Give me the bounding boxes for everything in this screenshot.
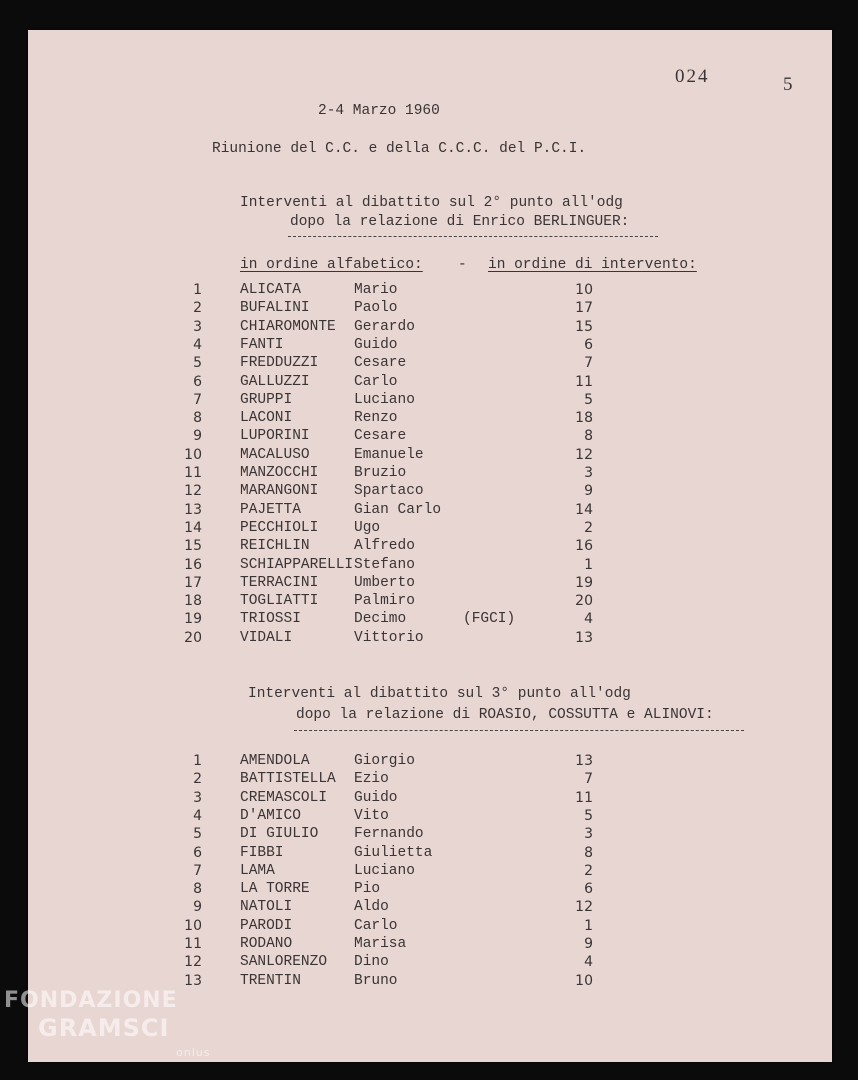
item-surname: GRUPPI xyxy=(240,391,293,408)
item-surname: PECCHIOLI xyxy=(240,519,319,536)
item-number: 5 xyxy=(193,826,202,843)
item-first-name: Giulietta xyxy=(354,844,433,861)
item-number: 13 xyxy=(184,501,202,518)
list-item xyxy=(28,611,832,629)
item-surname: TRIOSSI xyxy=(240,611,301,628)
item-surname: ALICATA xyxy=(240,282,301,298)
item-speaking-order: 13 xyxy=(575,629,593,646)
item-surname: LUPORINI xyxy=(240,428,310,445)
item-speaking-order: 8 xyxy=(584,844,593,861)
item-first-name: Cesare xyxy=(354,428,407,445)
item-first-name: Aldo xyxy=(354,899,389,916)
item-number: 16 xyxy=(184,556,202,573)
item-number: 9 xyxy=(193,428,202,445)
item-first-name: Fernando xyxy=(354,826,424,843)
watermark-line1: FONDAZIONE xyxy=(4,988,178,1013)
item-speaking-order: 18 xyxy=(575,410,593,427)
item-number: 7 xyxy=(193,391,202,408)
item-number: 2 xyxy=(193,300,202,317)
item-surname: BATTISTELLA xyxy=(240,771,336,788)
item-speaking-order: 15 xyxy=(575,318,593,335)
item-first-name: Giorgio xyxy=(354,753,415,769)
item-speaking-order: 5 xyxy=(584,391,593,408)
item-speaking-order: 9 xyxy=(584,936,593,952)
list-item xyxy=(28,502,832,520)
item-surname: TOGLIATTI xyxy=(240,593,319,610)
item-first-name: Renzo xyxy=(354,410,398,427)
item-first-name: Ezio xyxy=(354,771,389,788)
list-item xyxy=(28,557,832,575)
item-first-name: Cesare xyxy=(354,355,407,372)
section2-title-line1: Interventi al dibattito sul 3° punto all'odg xyxy=(248,686,631,702)
item-number: 19 xyxy=(184,611,202,628)
item-surname: LAMA xyxy=(240,862,275,879)
section2-title-line2: dopo la relazione di ROASIO, COSSUTTA e ALINOVI: xyxy=(296,707,714,723)
item-number: 1 xyxy=(193,753,202,769)
item-number: 15 xyxy=(184,538,202,555)
item-number: 9 xyxy=(193,899,202,916)
item-surname: SANLORENZO xyxy=(240,954,328,971)
list-item xyxy=(28,410,832,428)
list-item xyxy=(28,282,832,300)
item-surname: GALLUZZI xyxy=(240,373,310,390)
item-number: 17 xyxy=(184,574,202,591)
item-surname: SCHIAPPARELLI xyxy=(240,556,354,573)
item-surname: TERRACINI xyxy=(240,574,319,591)
list-item xyxy=(28,428,832,446)
item-speaking-order: 12 xyxy=(575,899,593,916)
item-first-name: Alfredo xyxy=(354,538,415,555)
item-surname: MANZOCCHI xyxy=(240,465,319,481)
item-number: 10 xyxy=(184,917,202,934)
item-first-name: Paolo xyxy=(354,300,398,317)
list-item xyxy=(28,374,832,392)
item-speaking-order: 20 xyxy=(575,593,593,610)
item-surname: FIBBI xyxy=(240,844,284,861)
list-item xyxy=(28,465,832,483)
item-surname: CHIAROMONTE xyxy=(240,318,336,335)
list-item xyxy=(28,630,832,648)
list-item xyxy=(28,863,832,881)
item-first-name: Luciano xyxy=(354,391,415,408)
item-speaking-order: 8 xyxy=(584,428,593,445)
list-item xyxy=(28,337,832,355)
item-first-name: Luciano xyxy=(354,862,415,879)
meeting-title: Riunione del C.C. e della C.C.C. del P.C.I. xyxy=(212,141,587,157)
item-first-name: Guido xyxy=(354,336,398,353)
item-surname: TRENTIN xyxy=(240,972,301,989)
section1-title-line2: dopo la relazione di Enrico BERLINGUER: xyxy=(290,214,630,230)
item-number: 8 xyxy=(193,881,202,898)
list-item xyxy=(28,392,832,410)
item-speaking-order: 4 xyxy=(584,611,593,628)
item-number: 6 xyxy=(193,844,202,861)
item-speaking-order: 6 xyxy=(584,881,593,898)
column-header-order: in ordine di intervento: xyxy=(488,257,697,273)
list-item xyxy=(28,899,832,917)
item-surname: MACALUSO xyxy=(240,446,310,463)
list-item xyxy=(28,483,832,501)
item-speaking-order: 19 xyxy=(575,574,593,591)
item-first-name: Gerardo xyxy=(354,318,415,335)
item-number: 12 xyxy=(184,954,202,971)
list-item xyxy=(28,808,832,826)
item-first-name: Pio xyxy=(354,881,381,898)
document-date: 2-4 Marzo 1960 xyxy=(318,103,440,119)
item-number: 18 xyxy=(184,593,202,610)
watermark-line3: onlus xyxy=(176,1046,211,1059)
list-item xyxy=(28,447,832,465)
item-first-name: Stefano xyxy=(354,556,415,573)
item-first-name: Carlo xyxy=(354,917,398,934)
item-speaking-order: 6 xyxy=(584,336,593,353)
item-number: 4 xyxy=(193,336,202,353)
list-item xyxy=(28,593,832,611)
list-item xyxy=(28,881,832,899)
section2-title-rule xyxy=(294,730,744,731)
item-speaking-order: 2 xyxy=(584,862,593,879)
item-speaking-order: 3 xyxy=(584,465,593,481)
list-item xyxy=(28,575,832,593)
item-number: 6 xyxy=(193,373,202,390)
item-number: 11 xyxy=(184,465,202,481)
document-page xyxy=(28,30,832,1062)
item-first-name: Decimo xyxy=(354,611,407,628)
item-speaking-order: 1 xyxy=(584,556,593,573)
item-first-name: Spartaco xyxy=(354,483,424,500)
item-number: 7 xyxy=(193,862,202,879)
item-number: 3 xyxy=(193,318,202,335)
item-number: 3 xyxy=(193,789,202,806)
item-surname: FREDDUZZI xyxy=(240,355,319,372)
item-number: 5 xyxy=(193,355,202,372)
item-first-name: Vito xyxy=(354,807,389,824)
item-speaking-order: 7 xyxy=(584,771,593,788)
list-item xyxy=(28,845,832,863)
item-number: 12 xyxy=(184,483,202,500)
item-number: 4 xyxy=(193,807,202,824)
page-number: 5 xyxy=(783,74,793,95)
item-surname: NATOLI xyxy=(240,899,293,916)
item-number: 14 xyxy=(184,519,202,536)
item-speaking-order: 10 xyxy=(575,972,593,989)
item-surname: FANTI xyxy=(240,336,284,353)
item-surname: PAJETTA xyxy=(240,501,301,518)
item-speaking-order: 11 xyxy=(575,789,593,806)
item-speaking-order: 9 xyxy=(584,483,593,500)
item-surname: AMENDOLA xyxy=(240,753,310,769)
item-number: 2 xyxy=(193,771,202,788)
archive-number: 024 xyxy=(675,66,710,87)
item-surname: DI GIULIO xyxy=(240,826,319,843)
list-item xyxy=(28,790,832,808)
item-number: 1 xyxy=(193,282,202,298)
list-item xyxy=(28,753,832,771)
list-item xyxy=(28,954,832,972)
item-speaking-order: 4 xyxy=(584,954,593,971)
item-surname: LA TORRE xyxy=(240,881,310,898)
item-number: 13 xyxy=(184,972,202,989)
item-first-name: Marisa xyxy=(354,936,407,952)
item-speaking-order: 13 xyxy=(575,753,593,769)
item-surname: RODANO xyxy=(240,936,293,952)
item-first-name: Ugo xyxy=(354,519,381,536)
item-speaking-order: 17 xyxy=(575,300,593,317)
item-number: 8 xyxy=(193,410,202,427)
item-surname: REICHLIN xyxy=(240,538,310,555)
list-item xyxy=(28,826,832,844)
item-first-name: Bruno xyxy=(354,972,398,989)
item-speaking-order: 7 xyxy=(584,355,593,372)
item-first-name: Emanuele xyxy=(354,446,424,463)
item-first-name: Vittorio xyxy=(354,629,424,646)
column-header-separator: - xyxy=(458,257,467,273)
item-number: 20 xyxy=(184,629,202,646)
item-first-name: Carlo xyxy=(354,373,398,390)
item-surname: BUFALINI xyxy=(240,300,310,317)
item-speaking-order: 11 xyxy=(575,373,593,390)
item-speaking-order: 12 xyxy=(575,446,593,463)
item-first-name: Bruzio xyxy=(354,465,407,481)
item-speaking-order: 10 xyxy=(575,282,593,298)
item-first-name: Mario xyxy=(354,282,398,298)
item-surname: LACONI xyxy=(240,410,293,427)
item-surname: D'AMICO xyxy=(240,807,301,824)
item-number: 11 xyxy=(184,936,202,952)
list-item xyxy=(28,538,832,556)
section1-title-rule xyxy=(288,236,658,237)
item-first-name: Dino xyxy=(354,954,389,971)
item-speaking-order: 5 xyxy=(584,807,593,824)
item-speaking-order: 2 xyxy=(584,519,593,536)
item-surname: PARODI xyxy=(240,917,293,934)
item-first-name: Palmiro xyxy=(354,593,415,610)
item-speaking-order: 1 xyxy=(584,917,593,934)
list-item xyxy=(28,771,832,789)
item-note: (FGCI) xyxy=(463,611,516,628)
list-item xyxy=(28,936,832,954)
item-first-name: Umberto xyxy=(354,574,415,591)
item-first-name: Guido xyxy=(354,789,398,806)
item-surname: VIDALI xyxy=(240,629,293,646)
item-surname: CREMASCOLI xyxy=(240,789,328,806)
item-speaking-order: 16 xyxy=(575,538,593,555)
item-number: 10 xyxy=(184,446,202,463)
list-item xyxy=(28,918,832,936)
watermark-line2: GRAMSCI xyxy=(38,1014,170,1042)
list-item xyxy=(28,355,832,373)
list-item xyxy=(28,319,832,337)
section1-title-line1: Interventi al dibattito sul 2° punto all'odg xyxy=(240,195,623,211)
list-item xyxy=(28,300,832,318)
column-header-alphabetical: in ordine alfabetico: xyxy=(240,257,423,273)
list-item xyxy=(28,520,832,538)
item-speaking-order: 3 xyxy=(584,826,593,843)
item-first-name: Gian Carlo xyxy=(354,501,442,518)
item-surname: MARANGONI xyxy=(240,483,319,500)
item-speaking-order: 14 xyxy=(575,501,593,518)
